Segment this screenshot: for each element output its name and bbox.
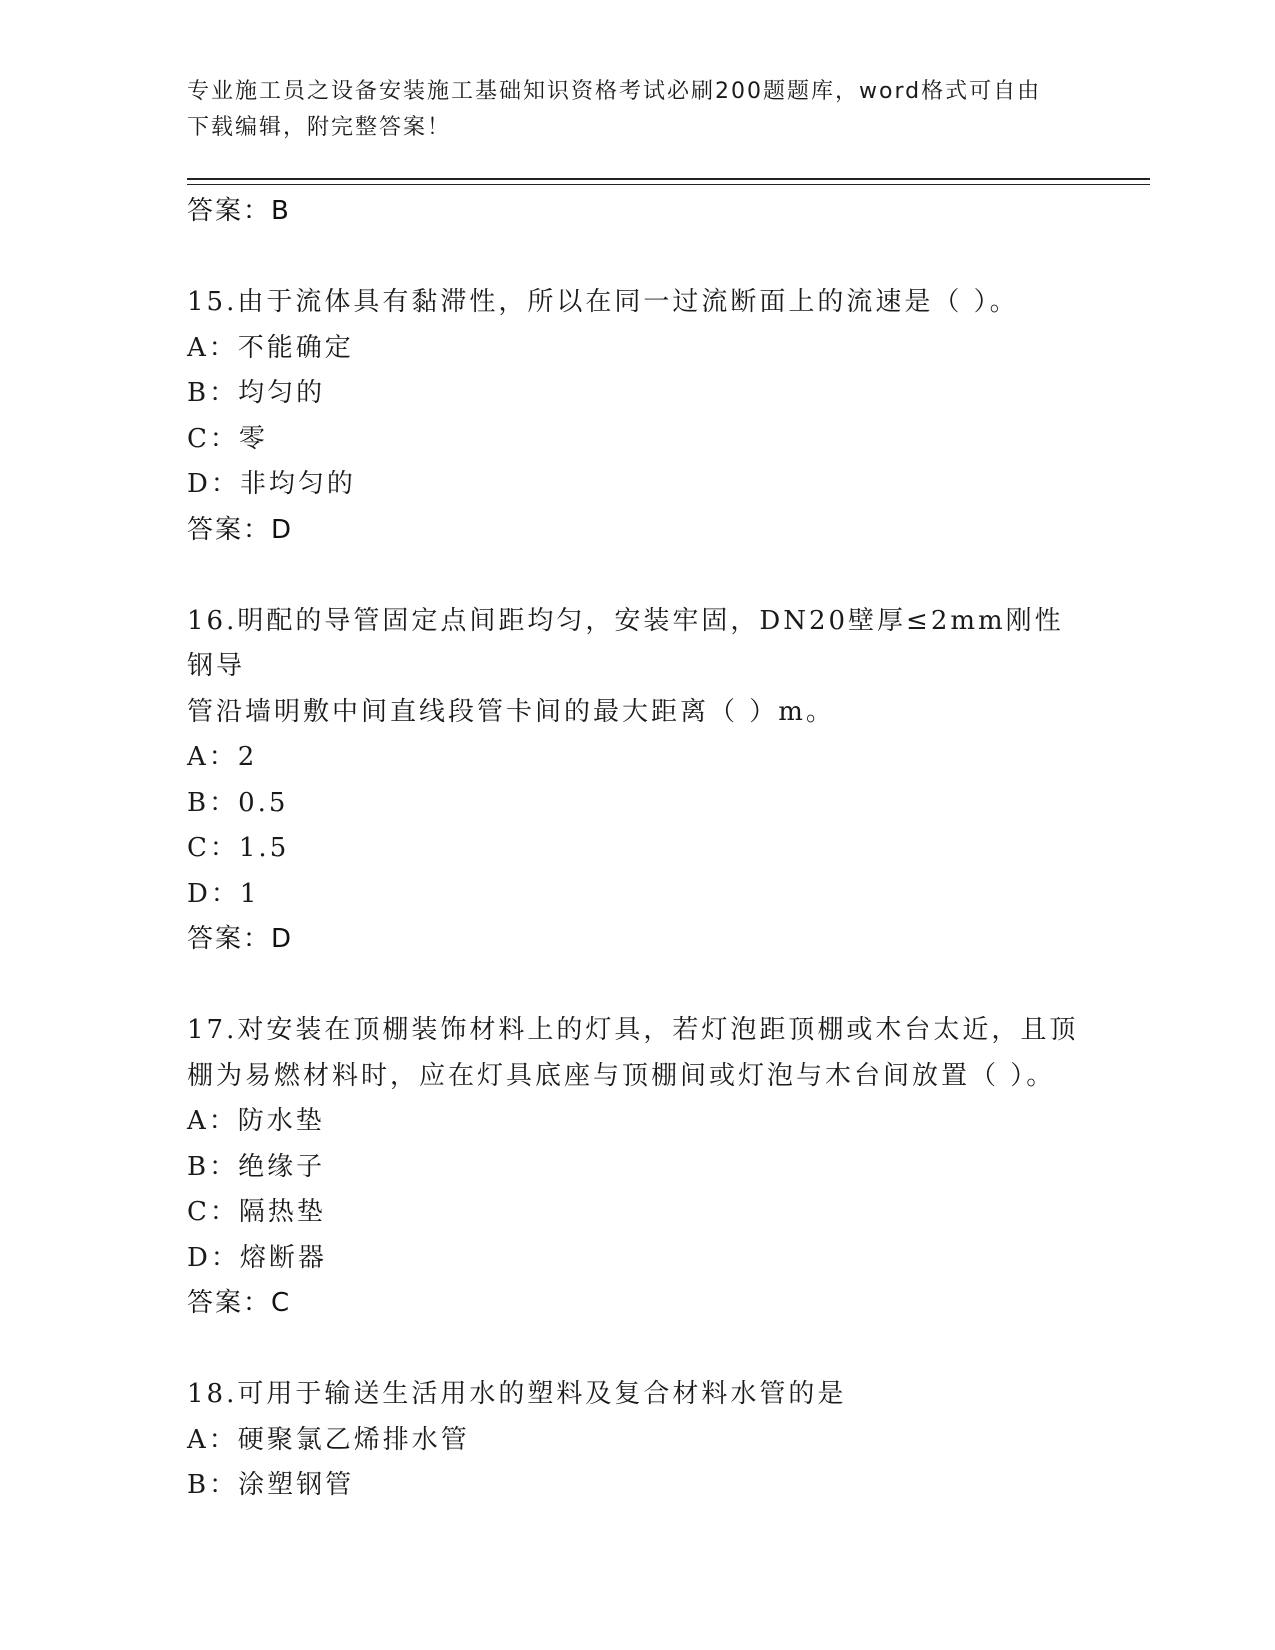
question-16 bbox=[187, 599, 1087, 963]
header-divider-thin bbox=[187, 184, 1150, 185]
header-divider-thick bbox=[187, 178, 1150, 180]
option-b: B：绝缘子 bbox=[187, 1151, 326, 1182]
option-a: A：2 bbox=[187, 742, 258, 772]
spacer bbox=[187, 963, 1087, 1009]
question-text: 16.明配的导管固定点间距均匀，安装牢固，DN20壁厚≤2mm刚性钢导 bbox=[187, 605, 1064, 681]
question-text-continued: 棚为易燃材料时，应在灯具底座与顶棚间或灯泡与木台间放置（ ）。 bbox=[187, 1060, 1056, 1091]
question-list bbox=[187, 189, 1087, 1509]
question-text-continued: 管沿墙明敷中间直线段管卡间的最大距离（ ）m。 bbox=[187, 696, 835, 727]
answer: 答案：D bbox=[187, 924, 294, 954]
option-a: A：硬聚氯乙烯排水管 bbox=[187, 1424, 470, 1455]
header-line-2: 下载编辑，附完整答案！ bbox=[187, 115, 452, 140]
question-text: 18.可用于输送生活用水的塑料及复合材料水管的是 bbox=[187, 1379, 847, 1409]
option-b: B：涂塑钢管 bbox=[187, 1470, 355, 1500]
question-17 bbox=[187, 1008, 1087, 1327]
option-a: A：不能确定 bbox=[187, 332, 354, 363]
spacer bbox=[187, 1327, 1087, 1373]
question-18 bbox=[187, 1372, 1087, 1509]
spacer bbox=[187, 235, 1087, 281]
option-c: C：隔热垫 bbox=[187, 1197, 326, 1227]
option-d: D：熔断器 bbox=[187, 1242, 327, 1273]
question-15 bbox=[187, 280, 1087, 553]
header-line-1: 专业施工员之设备安装施工基础知识资格考试必刷200题题库，word格式可自由 bbox=[187, 79, 1042, 104]
option-a: A：防水垫 bbox=[187, 1106, 325, 1136]
option-c: C：零 bbox=[187, 423, 268, 454]
question-text: 15.由于流体具有黏滞性，所以在同一过流断面上的流速是（ ）。 bbox=[187, 287, 1019, 317]
answer: 答案：D bbox=[187, 514, 294, 545]
option-b: B：均匀的 bbox=[187, 378, 326, 408]
spacer bbox=[187, 553, 1087, 599]
document-header bbox=[187, 74, 1087, 146]
previous-answer: 答案：B bbox=[187, 196, 291, 226]
option-d: D：1 bbox=[187, 878, 260, 909]
option-d: D：非均匀的 bbox=[187, 469, 356, 499]
question-text: 17.对安装在顶棚装饰材料上的灯具，若灯泡距顶棚或木台太近，且顶 bbox=[187, 1015, 1079, 1045]
option-c: C：1.5 bbox=[187, 833, 290, 863]
option-b: B：0.5 bbox=[187, 787, 289, 818]
answer: 答案：C bbox=[187, 1288, 292, 1318]
